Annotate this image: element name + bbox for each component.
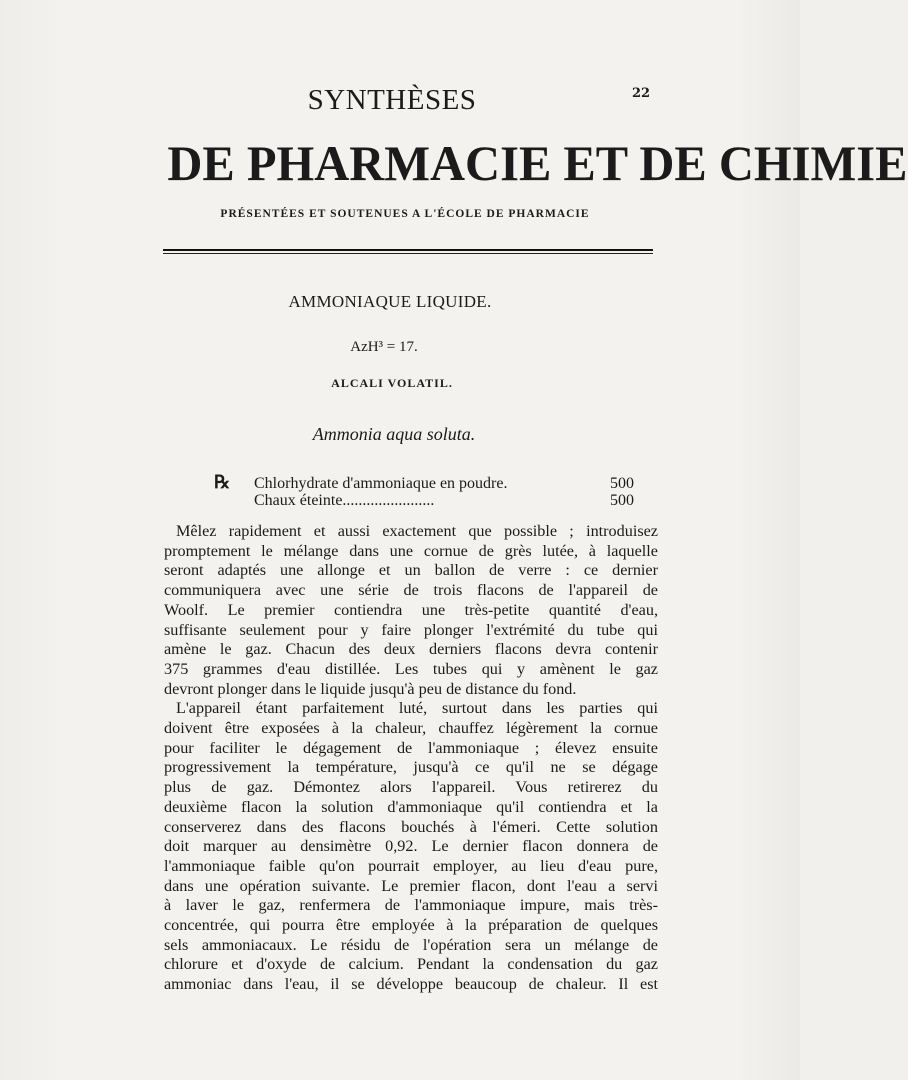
- title-main: DE PHARMACIE ET DE CHIMIE: [167, 135, 908, 191]
- section-title: AMMONIAQUE LIQUIDE.: [288, 292, 492, 311]
- ingredient-quantity: 500: [610, 475, 634, 492]
- text-line: Woolf. Le premier contiendra une très-petite quantité d'eau,: [164, 600, 658, 619]
- text-line: à laver le gaz, renfermera de l'ammoniaque impure, mais très-: [164, 896, 658, 915]
- text-line: devront plonger dans le liquide jusqu'à peu de distance du fond.: [164, 679, 577, 698]
- text-line: doit marquer au densimètre 0,92. Le dernier flacon donnera de: [164, 837, 658, 856]
- text-line: progressivement la température, jusqu'à ce qu'il ne se dégage: [164, 758, 658, 777]
- text-line: plus de gaz. Démontez alors l'appareil. Vous retirerez du: [164, 778, 658, 797]
- recipe-symbol-icon: ℞: [214, 472, 231, 492]
- text-line: seront adaptés une allonge et un ballon de verre : ce dernier: [164, 561, 658, 580]
- text-line: chlorure et d'oxyde de calcium. Pendant la condensation du gaz: [164, 955, 658, 974]
- text-line: pour faciliter le dégagement de l'ammoniaque ; élevez ensuite: [164, 738, 658, 757]
- title-syntheses: SYNTHÈSES: [307, 84, 477, 116]
- body-text: [164, 522, 658, 995]
- text-line: Mêlez rapidement et aussi exactement que possible ; introduisez: [176, 522, 658, 540]
- text-line: amène le gaz. Chacun des deux derniers flacons devra contenir: [164, 640, 658, 659]
- text-line: conserverez dans des flacons bouchés à l'émeri. Cette solution: [164, 817, 658, 836]
- text-line: promptement le mélange dans une cornue de grès lutée, à laquelle: [164, 541, 658, 560]
- ingredient-quantity: 500: [610, 492, 634, 509]
- ingredient-name: Chaux éteinte.......................: [254, 492, 435, 509]
- recipe-row: [214, 492, 634, 512]
- text-line: l'ammoniaque faible qu'on pourrait employer, au lieu d'eau pure,: [164, 856, 658, 875]
- text-line: suffisante seulement pour y faire plonger l'extrémité du tube qui: [164, 620, 658, 639]
- text-line: L'appareil étant parfaitement luté, surtout dans les parties qui: [176, 699, 658, 718]
- synonym-heading: ALCALI VOLATIL.: [331, 376, 453, 390]
- text-line: dans une opération suivante. Le premier flacon, dont l'eau a servi: [164, 876, 658, 895]
- divider-thin: [163, 253, 653, 254]
- text-line: concentrée, qui pourra être employée à la préparation de quelques: [164, 916, 658, 935]
- ingredient-name: Chlorhydrate d'ammoniaque en poudre.: [254, 475, 508, 492]
- text-line: communiquera avec une série de trois flacons de l'appareil de: [164, 581, 658, 600]
- recipe-list: [214, 472, 634, 512]
- text-line: doivent être exposées à la chaleur, chauffez légèrement la cornue: [164, 719, 658, 738]
- divider-thick: [163, 249, 653, 251]
- text-line: ammoniac dans l'eau, il se développe beaucoup de chaleur. Il est: [164, 975, 658, 994]
- page-number: 22: [632, 86, 651, 101]
- text-line: deuxième flacon la solution d'ammoniaque qu'il contiendra et la: [164, 797, 658, 816]
- recipe-row: [214, 472, 634, 492]
- text-line: sels ammoniacaux. Le résidu de l'opération sera un mélange de: [164, 935, 658, 954]
- text-line: 375 grammes d'eau distillée. Les tubes qui y amènent le gaz: [164, 659, 658, 678]
- chemical-formula: AzH³ = 17.: [350, 339, 418, 355]
- subtitle: PRÉSENTÉES ET SOUTENUES A L'ÉCOLE DE PHARMACIE: [220, 208, 590, 220]
- latin-name: Ammonia aqua soluta.: [312, 424, 476, 444]
